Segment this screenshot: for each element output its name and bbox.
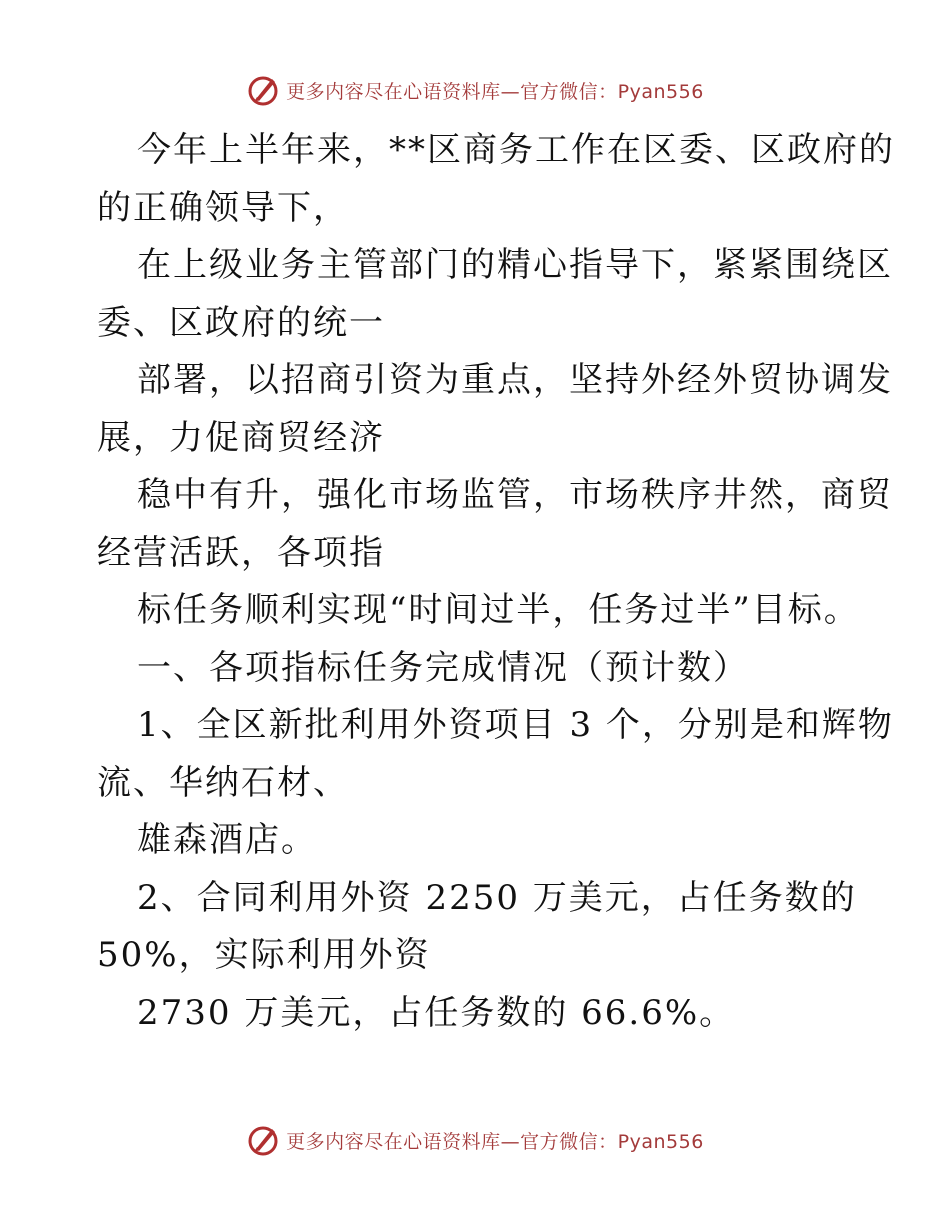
footer-banner-text: 更多内容尽在心语资料库—官方微信：Pyan556: [286, 1130, 704, 1153]
quill-pen-logo-icon: [246, 1123, 280, 1157]
paragraph-line: 流、华纳石材、: [97, 762, 349, 803]
paragraph-line: 今年上半年来，**区商务工作在区委、区政府的: [137, 130, 895, 170]
footer-banner: [0, 1120, 950, 1160]
header-banner: [0, 70, 950, 110]
paragraph-line: 雄森酒店。: [137, 820, 317, 860]
paragraph-line: 展，力促商贸经济: [97, 417, 385, 458]
paragraph-line: 2730 万美元，占任务数的 66.6%。: [137, 992, 736, 1033]
paragraph-line: 经营活跃，各项指: [97, 532, 385, 573]
paragraph-line: 委、区政府的统一: [97, 302, 385, 343]
paragraph-line: 稳中有升，强化市场监管，市场秩序井然，商贸: [137, 475, 893, 515]
paragraph-line: 1、全区新批利用外资项目 3 个，分别是和辉物: [137, 705, 894, 745]
paragraph-line: 的正确领导下，: [97, 187, 349, 228]
document-body: [97, 122, 895, 1042]
paragraph-line: 部署，以招商引资为重点，坚持外经外贸协调发: [137, 360, 893, 400]
paragraph-line: 2、合同利用外资 2250 万美元，占任务数的: [137, 877, 857, 918]
paragraph-line: 标任务顺利实现“时间过半，任务过半”目标。: [137, 590, 860, 630]
section-heading: 一、各项指标任务完成情况（预计数）: [137, 647, 749, 688]
paragraph-line: 在上级业务主管部门的精心指导下，紧紧围绕区: [137, 245, 893, 285]
quill-pen-logo-icon: [246, 73, 280, 107]
header-banner-text: 更多内容尽在心语资料库—官方微信：Pyan556: [286, 80, 704, 103]
paragraph-line: 50%，实际利用外资: [97, 935, 431, 975]
